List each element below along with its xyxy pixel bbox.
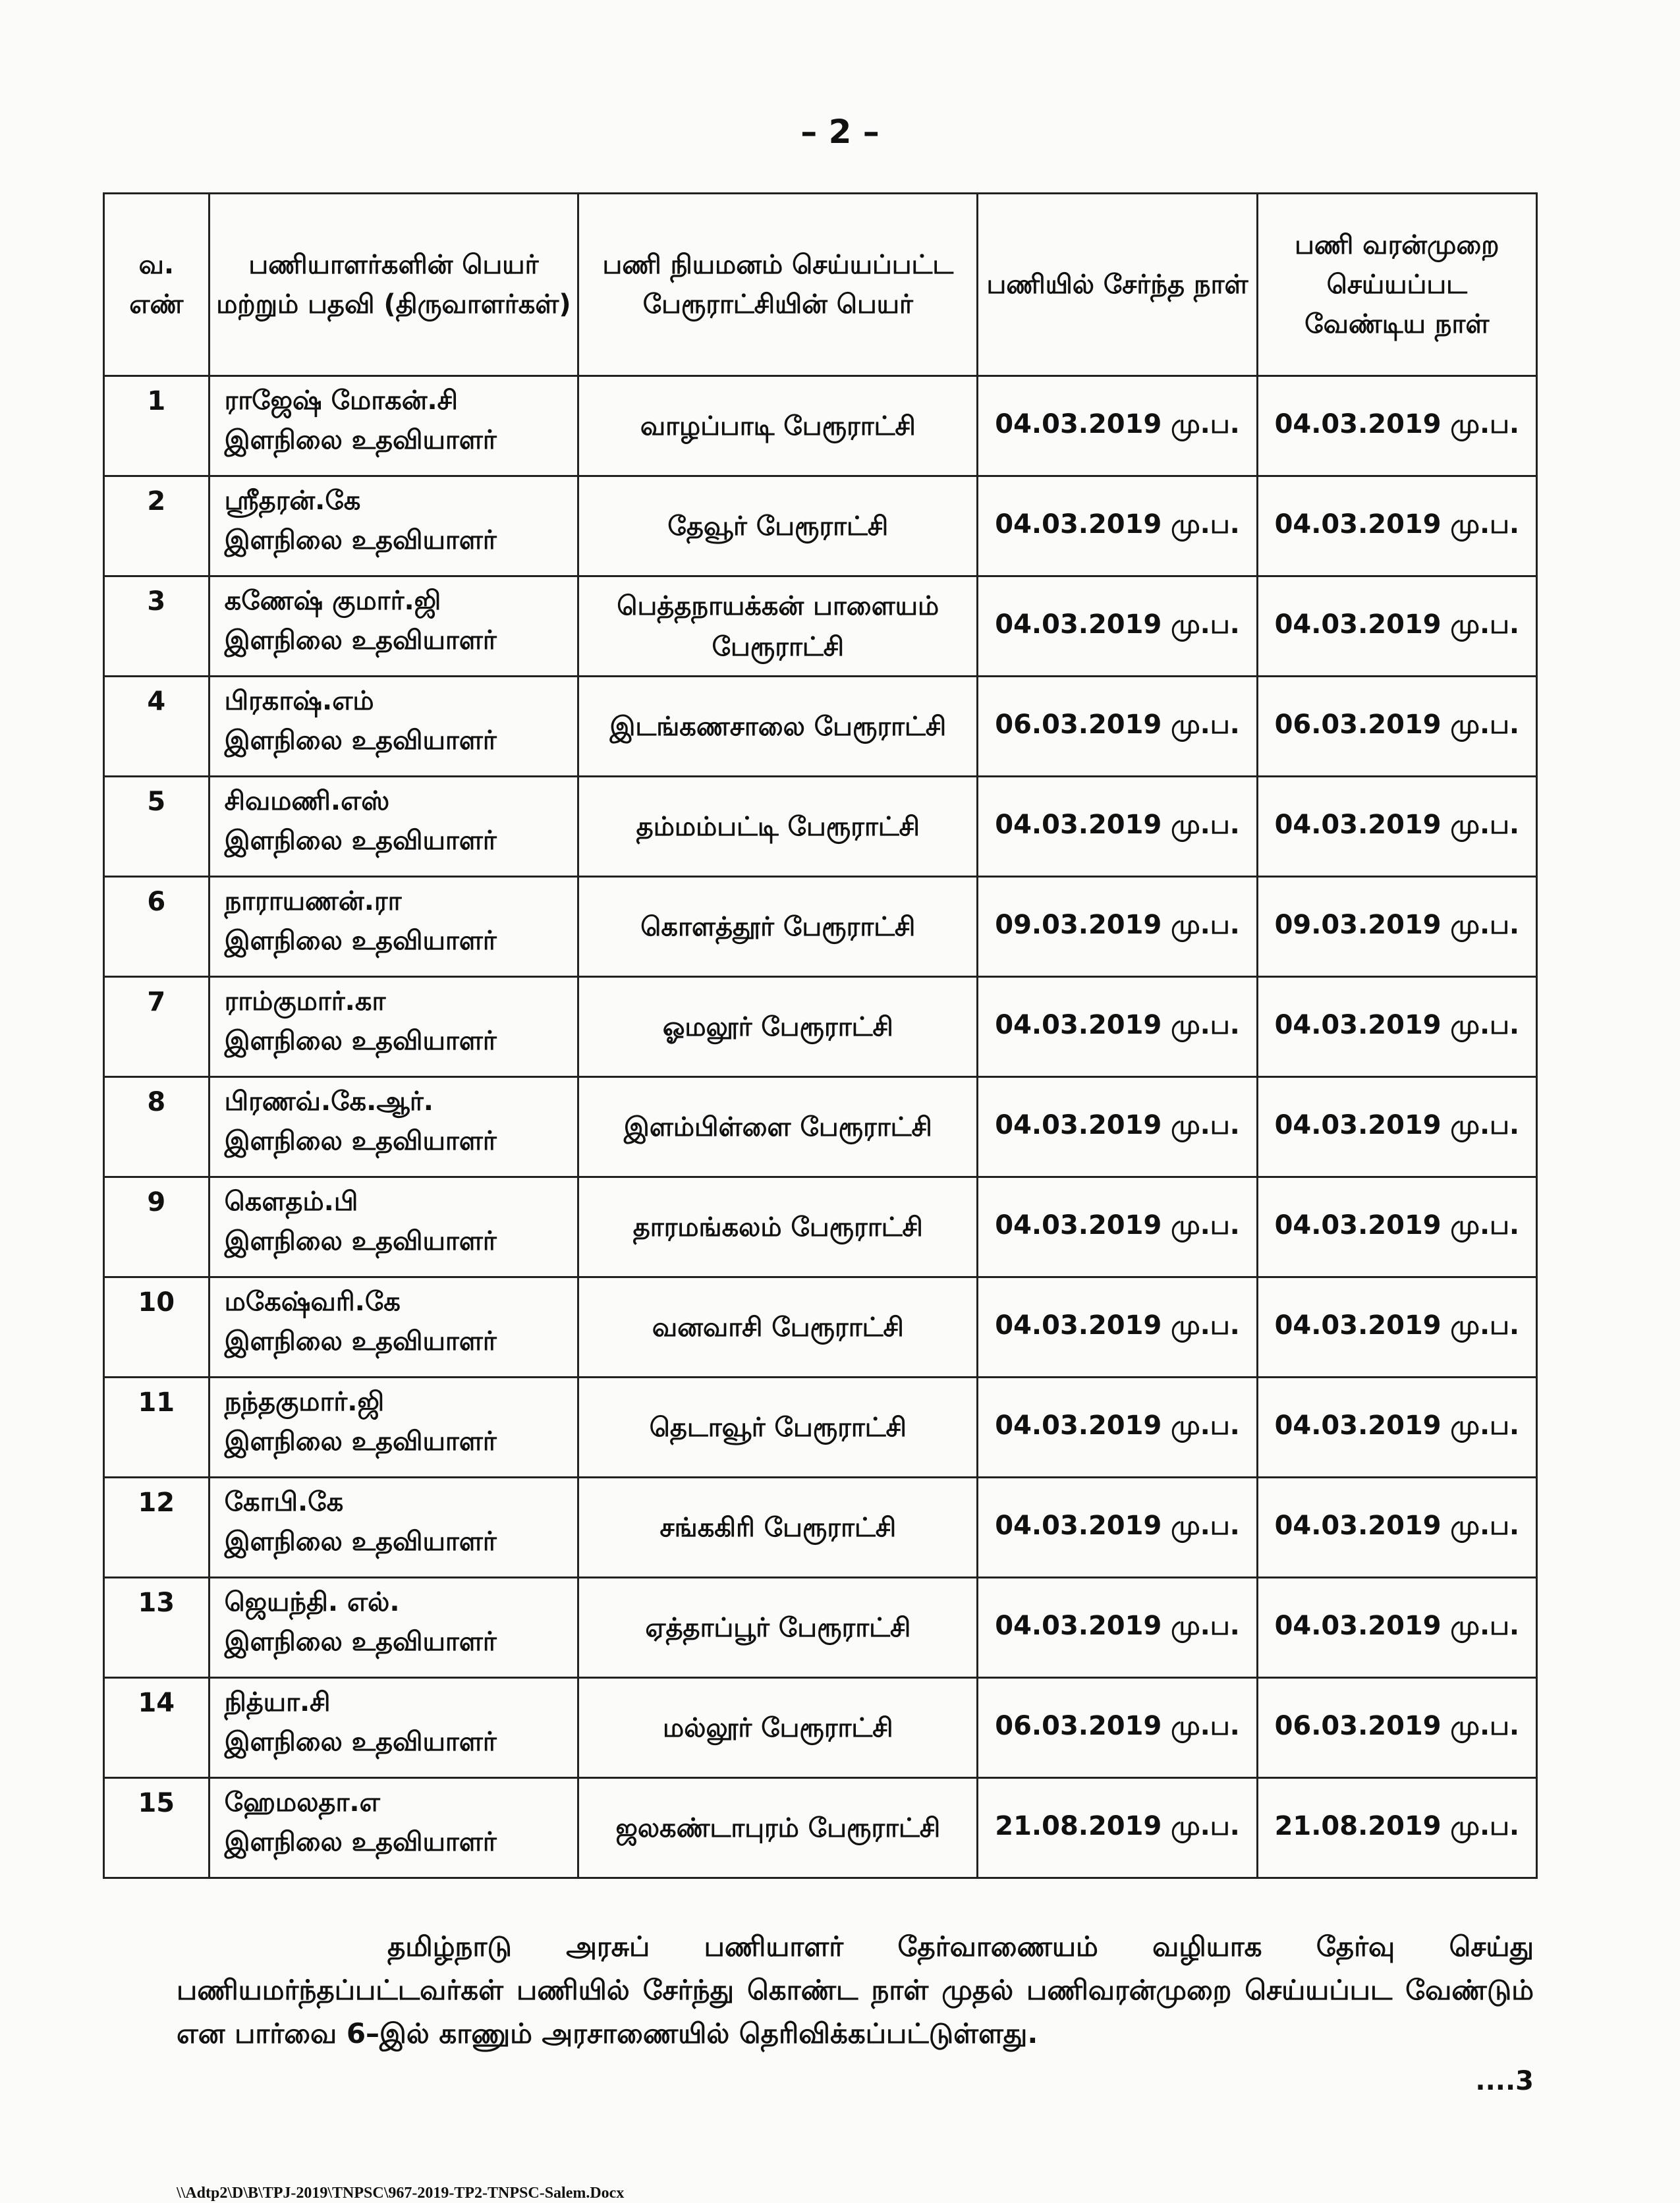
page-number: – 2 – xyxy=(800,113,880,151)
regularise-date: 04.03.2019 மு.ப. xyxy=(1257,1177,1536,1277)
employee-post: இளநிலை உதவியாளர் xyxy=(224,525,497,555)
name-post-cell xyxy=(209,777,578,877)
table-row xyxy=(104,677,1537,777)
serial-number: 13 xyxy=(104,1578,210,1678)
name-post-cell xyxy=(209,1478,578,1578)
serial-number: 8 xyxy=(104,1077,210,1177)
employee-post: இளநிலை உதவியாளர் xyxy=(224,1026,497,1056)
town-panchayat: ஜலகண்டாபுரம் பேரூராட்சி xyxy=(578,1778,978,1878)
name-post-cell xyxy=(209,1578,578,1678)
name-post-cell xyxy=(209,677,578,777)
joined-date: 04.03.2019 மு.ப. xyxy=(978,1177,1257,1277)
regularise-date: 04.03.2019 மு.ப. xyxy=(1257,1077,1536,1177)
regularise-date: 04.03.2019 மு.ப. xyxy=(1257,576,1536,677)
header-joined: பணியில் சேர்ந்த நாள் xyxy=(978,194,1257,376)
town-panchayat: தாரமங்கலம் பேரூராட்சி xyxy=(578,1177,978,1277)
employee-post: இளநிலை உதவியாளர் xyxy=(224,725,497,756)
regularise-date: 21.08.2019 மு.ப. xyxy=(1257,1778,1536,1878)
table-row xyxy=(104,1778,1537,1878)
table-body xyxy=(104,376,1537,1878)
serial-number: 5 xyxy=(104,777,210,877)
name-post-cell xyxy=(209,877,578,977)
regularise-date: 04.03.2019 மு.ப. xyxy=(1257,1378,1536,1478)
table-row xyxy=(104,1277,1537,1378)
joined-date: 04.03.2019 மு.ப. xyxy=(978,1378,1257,1478)
serial-number: 15 xyxy=(104,1778,210,1878)
serial-number: 12 xyxy=(104,1478,210,1578)
joined-date: 06.03.2019 மு.ப. xyxy=(978,1678,1257,1778)
regularise-date: 04.03.2019 மு.ப. xyxy=(1257,777,1536,877)
name-post-cell xyxy=(209,1378,578,1478)
employee-name: ராம்குமார்.கா xyxy=(224,986,386,1017)
serial-number: 6 xyxy=(104,877,210,977)
name-post-cell xyxy=(209,1678,578,1778)
employee-name: பிரணவ்.கே.ஆர். xyxy=(224,1086,434,1117)
employee-post: இளநிலை உதவியாளர் xyxy=(224,825,497,856)
table-row xyxy=(104,376,1537,476)
joined-date: 09.03.2019 மு.ப. xyxy=(978,877,1257,977)
table-row xyxy=(104,977,1537,1077)
employee-post: இளநிலை உதவியாளர் xyxy=(224,1627,497,1657)
table-row xyxy=(104,1478,1537,1578)
employee-name: பிரகாஷ்.எம் xyxy=(224,686,374,716)
table-row xyxy=(104,1578,1537,1678)
joined-date: 04.03.2019 மு.ப. xyxy=(978,1277,1257,1378)
joined-date: 04.03.2019 மு.ப. xyxy=(978,1478,1257,1578)
joined-date: 04.03.2019 மு.ப. xyxy=(978,376,1257,476)
town-panchayat: வாழப்பாடி பேரூராட்சி xyxy=(578,376,978,476)
employee-name: மகேஷ்வரி.கே xyxy=(224,1287,401,1317)
joined-date: 04.03.2019 மு.ப. xyxy=(978,977,1257,1077)
town-panchayat: வனவாசி பேரூராட்சி xyxy=(578,1277,978,1378)
name-post-cell xyxy=(209,1077,578,1177)
joined-date: 04.03.2019 மு.ப. xyxy=(978,476,1257,576)
regularise-date: 06.03.2019 மு.ப. xyxy=(1257,1678,1536,1778)
table-row xyxy=(104,1177,1537,1277)
employee-name: ஜெயந்தி. எல். xyxy=(224,1587,400,1617)
serial-number: 1 xyxy=(104,376,210,476)
employee-post: இளநிலை உதவியாளர் xyxy=(224,1526,497,1557)
regularise-date: 04.03.2019 மு.ப. xyxy=(1257,977,1536,1077)
town-panchayat: தேவூர் பேரூராட்சி xyxy=(578,476,978,576)
serial-number: 3 xyxy=(104,576,210,677)
employee-name: ராஜேஷ் மோகன்.சி xyxy=(224,385,459,416)
serial-number: 14 xyxy=(104,1678,210,1778)
table-row xyxy=(104,877,1537,977)
town-panchayat: ஓமலூர் பேரூராட்சி xyxy=(578,977,978,1077)
employee-post: இளநிலை உதவியாளர் xyxy=(224,1126,497,1156)
name-post-cell xyxy=(209,476,578,576)
employee-post: இளநிலை உதவியாளர் xyxy=(224,1426,497,1457)
joined-date: 04.03.2019 மு.ப. xyxy=(978,1077,1257,1177)
regularise-date: 06.03.2019 மு.ப. xyxy=(1257,677,1536,777)
body-paragraph: தமிழ்நாடு அரசுப் பணியாளர் தேர்வாணையம் வழியாக தேர்வு செய்து பணியமர்ந்தப்பட்டவர்கள் பணியில் சேர்ந்து கொண்ட நாள் முதல் பணிவரன்முறை செய்யப்பட வேண்டும் என பார்வை 6–இல் காணும் அரசாணையில் தெரிவிக்கப்பட்டுள்ளது. xyxy=(177,1930,1534,2050)
town-panchayat: தெடாவூர் பேரூராட்சி xyxy=(578,1378,978,1478)
regularise-date: 04.03.2019 மு.ப. xyxy=(1257,1578,1536,1678)
table-header-row xyxy=(104,194,1537,376)
table-row xyxy=(104,476,1537,576)
continuation-marker: ....3 xyxy=(1475,2066,1534,2096)
serial-number: 10 xyxy=(104,1277,210,1378)
file-path-footer: \\Adtp2\D\B\TPJ-2019\TNPSC\967-2019-TP2-TNPSC-Salem.Docx xyxy=(177,2185,625,2202)
regularise-date: 09.03.2019 மு.ப. xyxy=(1257,877,1536,977)
joined-date: 04.03.2019 மு.ப. xyxy=(978,777,1257,877)
regularise-date: 04.03.2019 மு.ப. xyxy=(1257,1277,1536,1378)
town-panchayat: பெத்தநாயக்கன் பாளையம் பேரூராட்சி xyxy=(578,576,978,677)
employee-name: ஹேமலதா.எ xyxy=(224,1787,380,1818)
town-panchayat: ஏத்தாப்பூர் பேரூராட்சி xyxy=(578,1578,978,1678)
town-panchayat: இடங்கணசாலை பேரூராட்சி xyxy=(578,677,978,777)
name-post-cell xyxy=(209,1277,578,1378)
serial-number: 9 xyxy=(104,1177,210,1277)
town-panchayat: தம்மம்பட்டி பேரூராட்சி xyxy=(578,777,978,877)
employee-post: இளநிலை உதவியாளர் xyxy=(224,1727,497,1757)
employee-post: இளநிலை உதவியாளர் xyxy=(224,425,497,455)
regularise-date: 04.03.2019 மு.ப. xyxy=(1257,476,1536,576)
employee-post: இளநிலை உதவியாளர் xyxy=(224,1827,497,1857)
header-place: பணி நியமனம் செய்யப்பட்ட பேரூராட்சியின் பெயர் xyxy=(578,194,978,376)
regularise-date: 04.03.2019 மு.ப. xyxy=(1257,1478,1536,1578)
employee-post: இளநிலை உதவியாளர் xyxy=(224,625,497,655)
employee-post: இளநிலை உதவியாளர் xyxy=(224,926,497,956)
name-post-cell xyxy=(209,1778,578,1878)
header-name-post: பணியாளர்களின் பெயர் மற்றும் பதவி (திருவாளர்கள்) xyxy=(209,194,578,376)
serial-number: 11 xyxy=(104,1378,210,1478)
name-post-cell xyxy=(209,977,578,1077)
employee-post: இளநிலை உதவியாளர் xyxy=(224,1326,497,1356)
regularise-date: 04.03.2019 மு.ப. xyxy=(1257,376,1536,476)
joined-date: 06.03.2019 மு.ப. xyxy=(978,677,1257,777)
serial-number: 2 xyxy=(104,476,210,576)
header-serial: வ. எண் xyxy=(104,194,210,376)
employee-name: நித்யா.சி xyxy=(224,1687,331,1717)
table-row xyxy=(104,777,1537,877)
serial-number: 4 xyxy=(104,677,210,777)
serial-number: 7 xyxy=(104,977,210,1077)
header-regularise: பணி வரன்முறை செய்யப்பட வேண்டிய நாள் xyxy=(1257,194,1536,376)
table-row xyxy=(104,1378,1537,1478)
town-panchayat: இளம்பிள்ளை பேரூராட்சி xyxy=(578,1077,978,1177)
joined-date: 21.08.2019 மு.ப. xyxy=(978,1778,1257,1878)
town-panchayat: மல்லூர் பேரூராட்சி xyxy=(578,1678,978,1778)
table-row xyxy=(104,1077,1537,1177)
joined-date: 04.03.2019 மு.ப. xyxy=(978,576,1257,677)
joined-date: 04.03.2019 மு.ப. xyxy=(978,1578,1257,1678)
employee-name: நந்தகுமார்.ஜி xyxy=(224,1387,385,1417)
employee-name: கோபி.கே xyxy=(224,1487,344,1517)
employee-name: ஸ்ரீதரன்.கே xyxy=(224,486,361,516)
employee-post: இளநிலை உதவியாளர் xyxy=(224,1226,497,1256)
staff-table xyxy=(103,192,1538,1879)
town-panchayat: சங்ககிரி பேரூராட்சி xyxy=(578,1478,978,1578)
town-panchayat: கொளத்தூர் பேரூராட்சி xyxy=(578,877,978,977)
employee-name: கணேஷ் குமார்.ஜி xyxy=(224,586,441,616)
employee-name: சிவமணி.எஸ் xyxy=(224,786,390,816)
table-row xyxy=(104,1678,1537,1778)
name-post-cell xyxy=(209,376,578,476)
employee-name: கௌதம்.பி xyxy=(224,1186,358,1217)
name-post-cell xyxy=(209,576,578,677)
name-post-cell xyxy=(209,1177,578,1277)
employee-name: நாராயணன்.ரா xyxy=(224,886,402,916)
table-row xyxy=(104,576,1537,677)
